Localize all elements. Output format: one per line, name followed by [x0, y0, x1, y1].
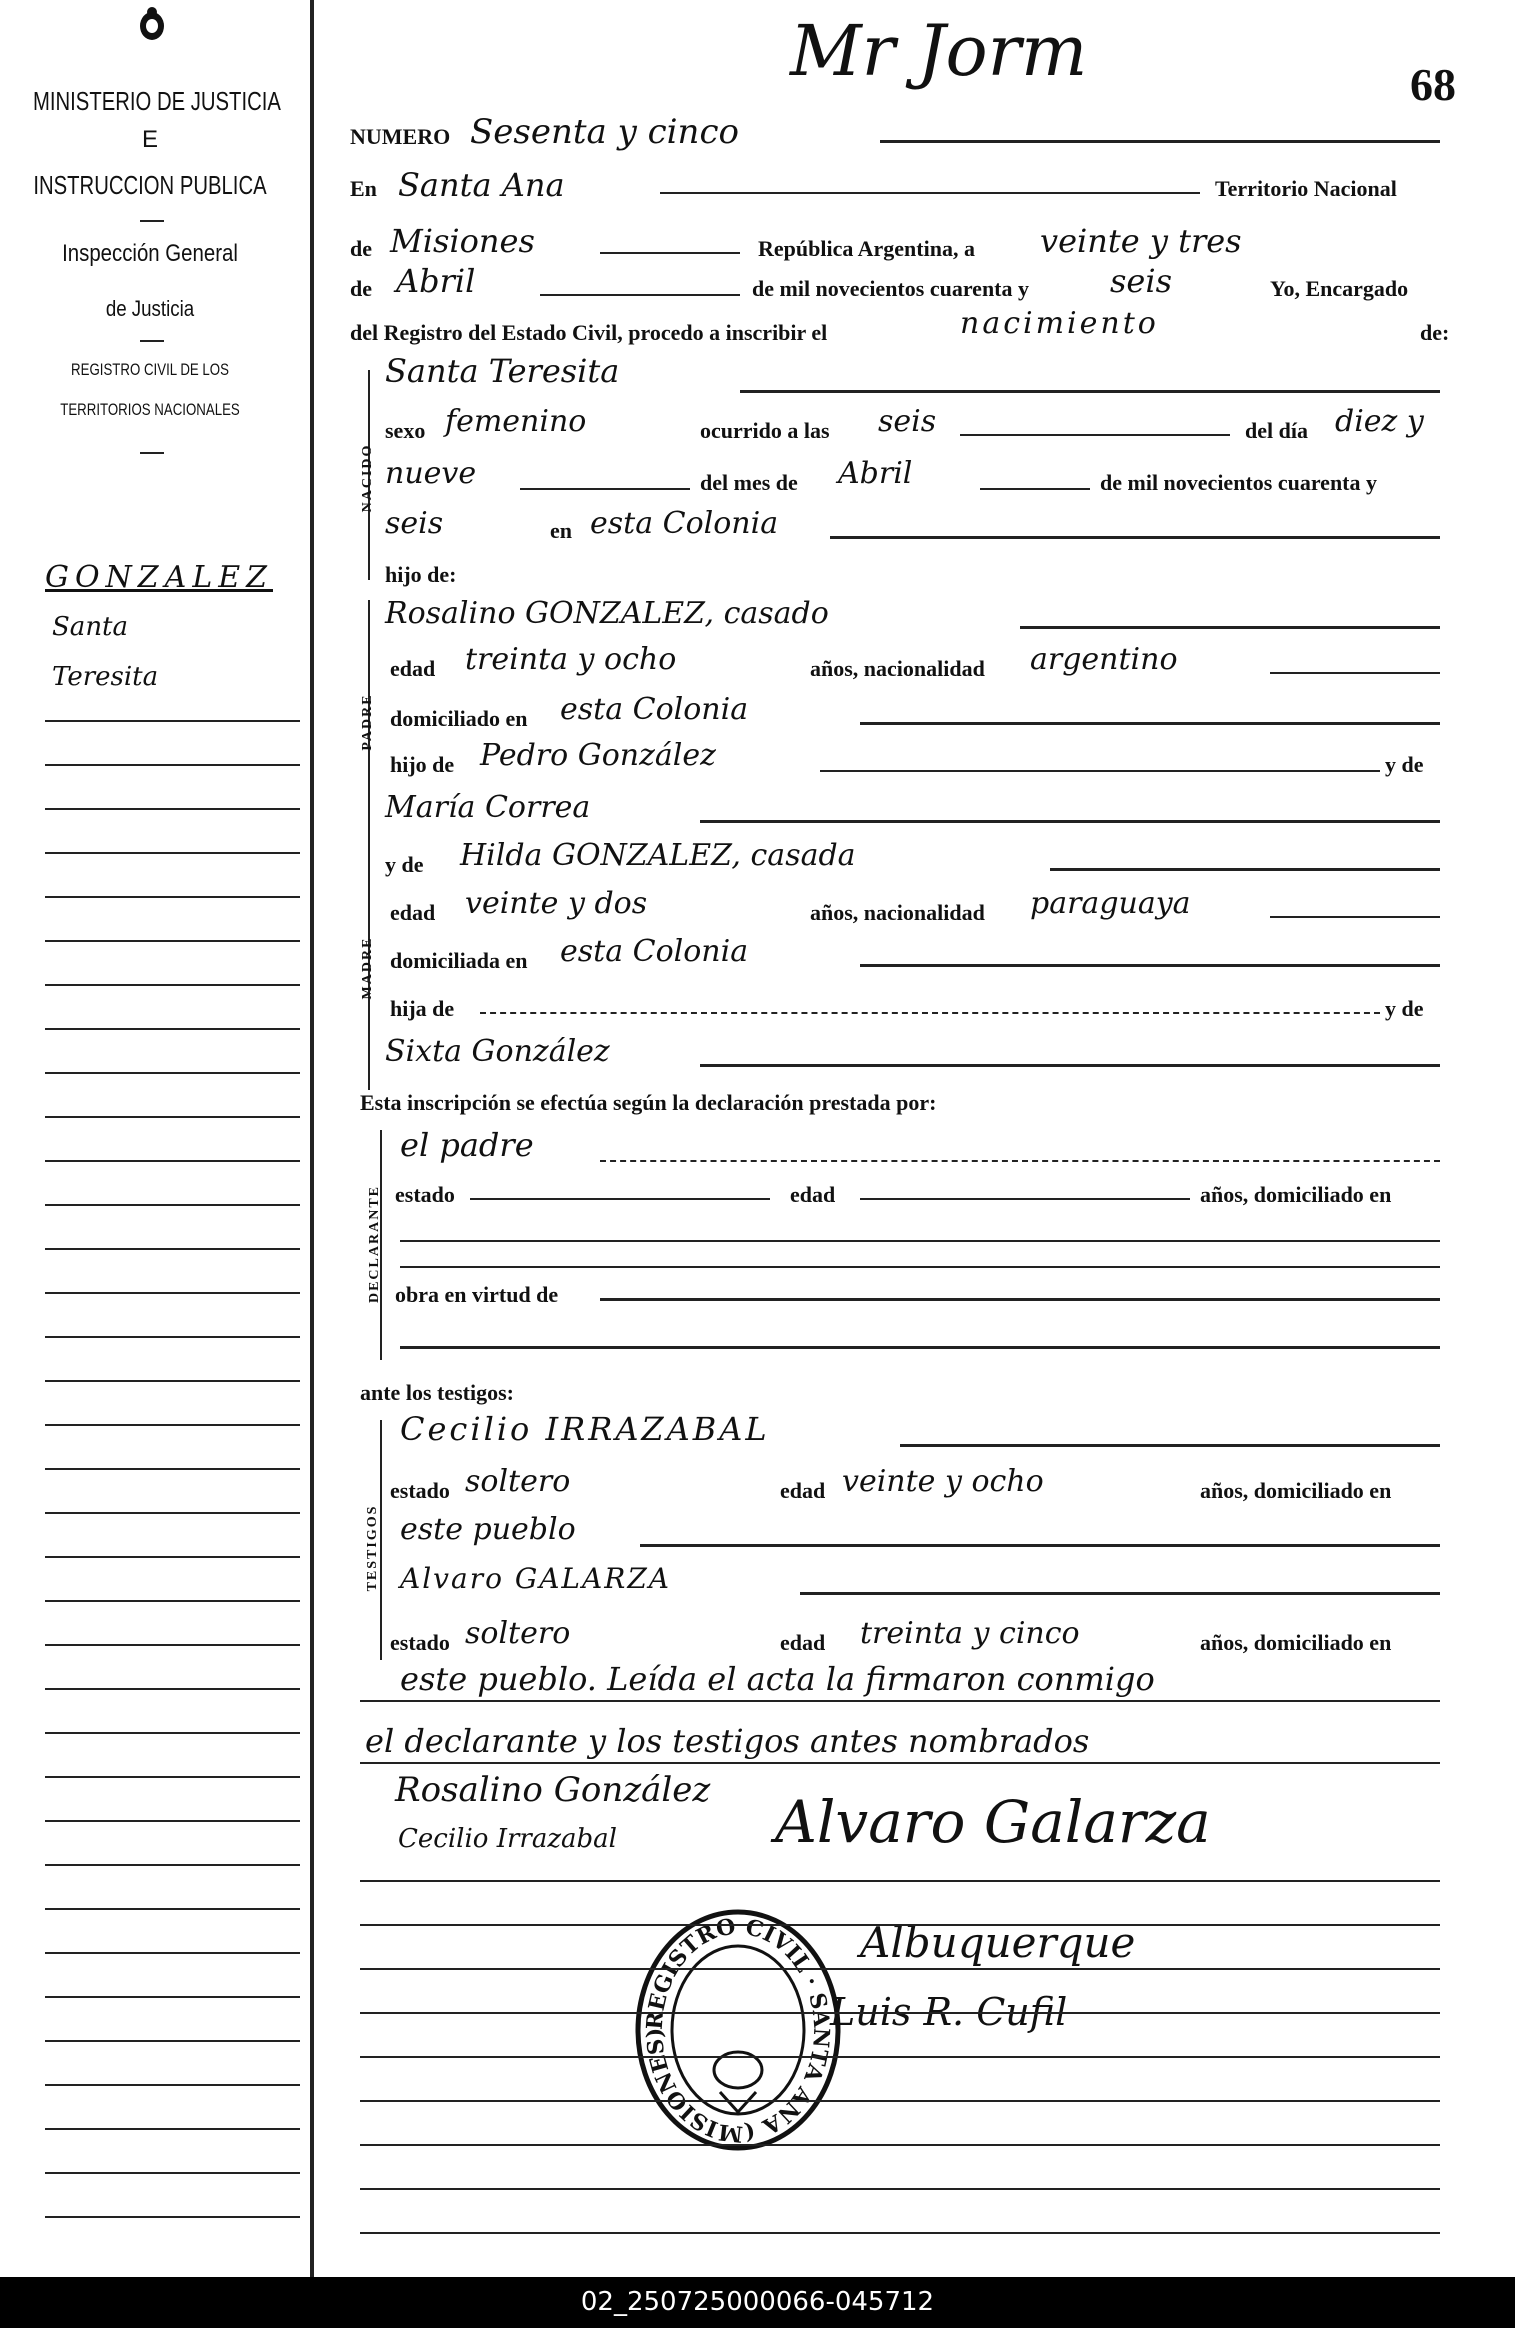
padre-edad-label: edad: [390, 656, 436, 681]
hijo-label: hijo de:: [385, 562, 457, 587]
month-value: Abril: [396, 262, 476, 300]
padre-nombre-line: [1020, 626, 1440, 629]
dia-value: diez y: [1335, 404, 1424, 439]
form-rule: [360, 2232, 1440, 2234]
deldia-label: del día: [1245, 418, 1308, 443]
margin-rule: [45, 1512, 300, 1514]
cierre2-line: [360, 1762, 1440, 1764]
margin-rule: [45, 1776, 300, 1778]
de-label: de: [350, 236, 372, 261]
letterhead-instruccion: INSTRUCCION PUBLICA: [33, 170, 267, 200]
testigo2-nombre: Alvaro GALARZA: [400, 1562, 671, 1595]
cierre-linea2: el declarante y los testigos antes nombrados: [365, 1722, 1090, 1760]
declarante-line: [600, 1160, 1440, 1162]
firma-alvaro: Alvaro Galarza: [775, 1788, 1211, 1856]
en-line: [660, 192, 1200, 194]
letterhead-de-justicia: de Justicia: [105, 296, 195, 321]
margin-rule: [45, 1292, 300, 1294]
letterhead-divider: [140, 220, 164, 222]
margin-rule: [45, 808, 300, 810]
form-rule: [360, 2100, 1440, 2102]
year-value: seis: [1110, 262, 1173, 300]
abuela-paterna: María Correa: [385, 790, 591, 825]
hija-de-label: hija de: [390, 996, 455, 1021]
abuela-materna: Sixta González: [385, 1034, 610, 1069]
padre-dom-line: [860, 722, 1440, 725]
margin-rule: [45, 2084, 300, 2086]
madre-edad-label: edad: [390, 900, 436, 925]
margin-rule: [45, 2128, 300, 2130]
dia-value-cont: nueve: [385, 456, 477, 491]
registro-value: nacimiento: [960, 306, 1159, 341]
declarante-edad-label: edad: [790, 1182, 836, 1207]
margin-rule: [45, 1116, 300, 1118]
madre-nac-label: años, nacionalidad: [810, 900, 985, 925]
margin-rule: [45, 2216, 300, 2218]
margin-rule: [45, 1028, 300, 1030]
form-rule: [360, 2188, 1440, 2190]
child-name: Santa Teresita: [385, 352, 620, 390]
letterhead-registro: REGISTRO CIVIL DE LOS: [71, 360, 229, 379]
declarante-estado-label: estado: [395, 1182, 455, 1207]
margin-note-given1: Santa: [52, 612, 129, 642]
margin-rule: [45, 1600, 300, 1602]
declarante-dom-line: [400, 1240, 1440, 1242]
form-rule: [360, 2056, 1440, 2058]
child-name-line: [740, 390, 1440, 393]
madre-nac-line: [1270, 916, 1440, 918]
testigos-label: ante los testigos:: [360, 1380, 514, 1405]
t2-edad: treinta y cinco: [860, 1616, 1080, 1651]
sexo-label: sexo: [385, 418, 426, 443]
cierre1-line: [360, 1700, 1440, 1702]
testigo2-line: [800, 1592, 1440, 1595]
letterhead-divider-2: [140, 340, 164, 342]
numero-value: Sesenta y cinco: [470, 112, 739, 152]
hijo-de-label: hijo de: [390, 752, 455, 777]
madre-dom-label: domiciliada en: [390, 948, 528, 973]
obra-line2: [400, 1346, 1440, 1349]
t1-edad: veinte y ocho: [842, 1464, 1044, 1499]
footer-id: 02_250725000066-045712: [580, 2287, 935, 2317]
abuelo-line: [820, 770, 1380, 772]
month-line: [540, 294, 740, 296]
margin-rule: [45, 940, 300, 942]
form-rule: [360, 2144, 1440, 2146]
abuela-line: [700, 820, 1440, 823]
margin-rule: [45, 1908, 300, 1910]
madre-nac: paraguaya: [1030, 886, 1191, 921]
territorio-label: Territorio Nacional: [1215, 176, 1397, 201]
padre-nombre: Rosalino GONZALEZ, casado: [385, 596, 829, 631]
letterhead-divider-3: [140, 452, 164, 454]
t2-estado: soltero: [465, 1616, 571, 1651]
de-line: [600, 252, 740, 254]
yo-label: Yo, Encargado: [1270, 276, 1409, 301]
t1-anios-label: años, domiciliado en: [1200, 1478, 1392, 1503]
yde-label: y de: [1385, 752, 1424, 777]
testigo1-line: [900, 1444, 1440, 1447]
nacido-side-label: NACIDO: [360, 443, 375, 513]
padre-dom-label: domiciliado en: [390, 706, 528, 731]
firma-cufil: Luis R. Cufil: [830, 1990, 1068, 2034]
margin-rule: [45, 1424, 300, 1426]
republica-label: República Argentina, a: [758, 236, 975, 261]
padre-nac: argentino: [1030, 642, 1178, 677]
de-value: Misiones: [390, 222, 535, 260]
page-number: 68: [1410, 59, 1456, 110]
de2-label: de: [350, 276, 372, 301]
madre-dom: esta Colonia: [560, 934, 749, 969]
madre-side-label: MADRE: [360, 936, 375, 1000]
margin-rule: [45, 1204, 300, 1206]
testigo1-nombre: Cecilio IRRAZABAL: [400, 1410, 770, 1448]
margin-rule: [45, 1556, 300, 1558]
madre-dom-line: [860, 964, 1440, 967]
t1-estado: soltero: [465, 1464, 571, 1499]
en-label: En: [350, 176, 377, 201]
margin-rule: [45, 1864, 300, 1866]
declarante-value: el padre: [400, 1126, 534, 1164]
numero-label: NUMERO: [350, 124, 451, 149]
obra-label: obra en virtud de: [395, 1282, 559, 1307]
year-label: de mil novecientos cuarenta y: [752, 276, 1030, 301]
margin-rule: [45, 1380, 300, 1382]
anio-label: de mil novecientos cuarenta y: [1100, 470, 1378, 495]
margin-rule: [45, 1644, 300, 1646]
day-value: veinte y tres: [1040, 222, 1242, 260]
padre-nac-line: [1270, 672, 1440, 674]
registro-label: del Registro del Estado Civil, procedo a inscribir el: [350, 320, 828, 345]
margin-rule: [45, 1688, 300, 1690]
t1-dom: este pueblo: [400, 1512, 576, 1547]
margin-rule: [45, 2172, 300, 2174]
testigos-side-label: TESTIGOS: [365, 1504, 380, 1592]
declarante-dom-line2: [400, 1266, 1440, 1268]
margin-rule: [45, 896, 300, 898]
letterhead-inspeccion: Inspección General: [62, 240, 238, 267]
lugar-line: [830, 536, 1440, 539]
padre-nac-label: años, nacionalidad: [810, 656, 985, 681]
margin-note-given2: Teresita: [52, 662, 159, 692]
madre-nombre: Hilda GONZALEZ, casada: [460, 838, 856, 873]
mes-value: Abril: [838, 456, 913, 491]
hija-de-line: [480, 1012, 1380, 1014]
t2-estado-label: estado: [390, 1630, 450, 1655]
form-rule: [360, 1880, 1440, 1882]
en-lugar-label: en: [550, 518, 572, 543]
t1-dom-line: [640, 1544, 1440, 1547]
delmes-label: del mes de: [700, 470, 798, 495]
margin-rule: [45, 1160, 300, 1162]
stamp-text: REGISTRO CIVIL · SANTA ANA (MISIONES): [641, 1913, 835, 2147]
form-rule: [360, 2012, 1440, 2014]
madre-yde-label: y de: [385, 852, 424, 877]
numero-line: [880, 140, 1440, 143]
registro-civil-stamp: [632, 1908, 844, 2152]
margin-rule: [45, 720, 300, 722]
firma-cecilio: Cecilio Irrazabal: [398, 1824, 617, 1854]
letterhead-territorios: TERRITORIOS NACIONALES: [60, 400, 240, 419]
firma-rosalino: Rosalino González: [395, 1770, 711, 1810]
declarante-anios-label: años, domiciliado en: [1200, 1182, 1392, 1207]
margin-rule: [45, 1952, 300, 1954]
ocurrido-label: ocurrido a las: [700, 418, 830, 443]
margin-note-surname: GONZALEZ: [45, 560, 273, 595]
margin-rule: [45, 1336, 300, 1338]
padre-dom: esta Colonia: [560, 692, 749, 727]
t2-anios-label: años, domiciliado en: [1200, 1630, 1392, 1655]
hora-value: seis: [878, 404, 937, 439]
sexo-value: femenino: [445, 404, 587, 439]
padre-edad: treinta y ocho: [465, 642, 677, 677]
margin-rule: [45, 852, 300, 854]
seal-emblem-icon: [137, 6, 167, 42]
abuela-materna-line: [700, 1064, 1440, 1067]
declaracion-label: Esta inscripción se efectúa según la declaración prestada por:: [360, 1090, 937, 1115]
de3-label: de:: [1420, 320, 1450, 345]
mes-line: [980, 488, 1090, 490]
padre-side-label: PADRE: [360, 693, 375, 751]
footer-id-bar: [0, 2277, 1515, 2328]
margin-rule: [45, 1248, 300, 1250]
margin-rule: [45, 1996, 300, 1998]
margin-rule: [45, 764, 300, 766]
margin-rule: [45, 1820, 300, 1822]
t1-edad-label: edad: [780, 1478, 826, 1503]
cierre-linea1: este pueblo. Leída el acta la firmaron conmigo: [400, 1660, 1155, 1698]
declarante-side-label: DECLARANTE: [367, 1185, 382, 1304]
t2-edad-label: edad: [780, 1630, 826, 1655]
margin-rule: [45, 1468, 300, 1470]
obra-line: [600, 1298, 1440, 1301]
declarante-edad-line: [860, 1198, 1190, 1200]
abuelo-paterno: Pedro González: [480, 738, 716, 773]
lugar-value: esta Colonia: [590, 506, 779, 541]
declarante-estado-line: [470, 1198, 770, 1200]
form-rule: [360, 1924, 1440, 1926]
firma-albuquerque: Albuquerque: [860, 1918, 1136, 1967]
madre-nombre-line: [1050, 868, 1440, 871]
anio-value: seis: [385, 506, 444, 541]
madre-edad: veinte y dos: [465, 886, 648, 921]
hora-line: [960, 434, 1230, 436]
margin-rule: [45, 2040, 300, 2042]
en-value: Santa Ana: [398, 166, 565, 204]
letterhead-ministerio: MINISTERIO DE JUSTICIA: [33, 86, 281, 116]
madre-yde2-label: y de: [1385, 996, 1424, 1021]
form-rule: [360, 1968, 1440, 1970]
margin-rule: [45, 1732, 300, 1734]
dia-cont-line: [520, 488, 690, 490]
margin-rule: [45, 984, 300, 986]
margin-rule: [45, 1072, 300, 1074]
letterhead-e: E: [141, 126, 158, 153]
top-annotation: Mr Jorm: [790, 10, 1088, 92]
t1-estado-label: estado: [390, 1478, 450, 1503]
